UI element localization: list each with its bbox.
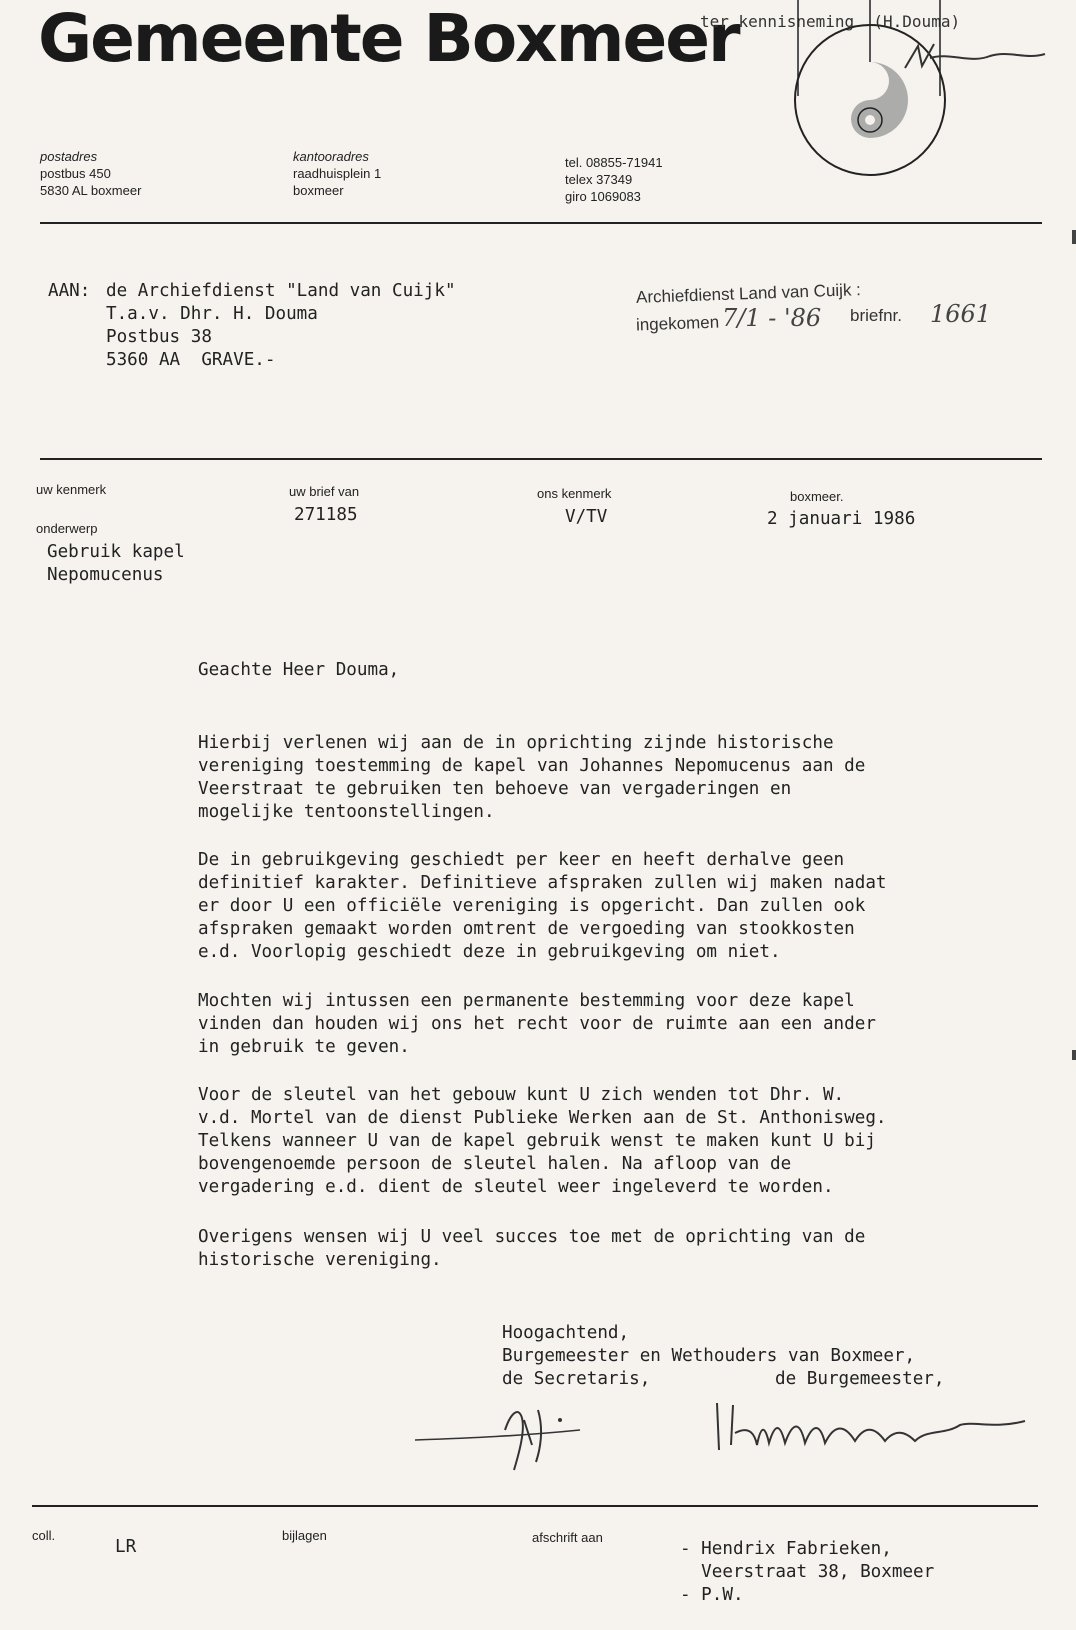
kantooradres-line-1: raadhuisplein 1	[293, 166, 382, 181]
paragraph-2-line: afspraken gemaakt worden omtrent de vergoeding van stookkosten	[198, 919, 855, 939]
municipality-title: Gemeente Boxmeer	[38, 0, 739, 77]
kantooradres-label: kantooradres	[293, 149, 369, 164]
paragraph-2	[198, 849, 978, 964]
uw-kenmerk-label: uw kenmerk	[36, 482, 107, 497]
initials-signature	[900, 38, 1050, 78]
address-divider	[40, 458, 1042, 460]
stamp-date-handwritten: 7/1 - '86	[722, 304, 822, 332]
paragraph-1-line: Hierbij verlenen wij aan de in oprichting zijnde historische	[198, 733, 834, 753]
signer-left: de Secretaris,	[502, 1369, 651, 1389]
uw-brief-van-label: uw brief van	[289, 484, 360, 499]
ons-kenmerk-label: ons kenmerk	[537, 486, 612, 501]
paragraph-5	[198, 1226, 978, 1272]
afschrift-line-1: - Hendrix Fabrieken,	[680, 1539, 892, 1559]
contact-giro: giro 1069083	[565, 189, 641, 204]
afschrift-line-3: - P.W.	[680, 1585, 744, 1605]
kantooradres-line-2: boxmeer	[293, 183, 344, 198]
paragraph-4-line: Telkens wanneer U van de kapel gebruik wenst te maken kunt U bij	[198, 1131, 876, 1151]
paragraph-3-line: Mochten wij intussen een permanente bestemming voor deze kapel	[198, 991, 855, 1011]
closing-line-1: Hoogachtend,	[502, 1323, 630, 1343]
place-label: boxmeer.	[790, 489, 844, 504]
paragraph-2-line: definitief karakter. Definitieve afspraken zullen wij maken nadat	[198, 873, 887, 893]
paragraph-5-line: historische vereniging.	[198, 1250, 442, 1270]
paragraph-4	[198, 1084, 978, 1199]
paragraph-1-line: Veerstraat te gebruiken ten behoeve van vergaderingen en	[198, 779, 792, 799]
postadres-line-1: postbus 450	[40, 166, 111, 181]
contact-tel: tel. 08855-71941	[565, 155, 663, 170]
afschrift-aan-label: afschrift aan	[532, 1530, 603, 1545]
coll-value: LR	[115, 1537, 137, 1557]
bijlagen-label: bijlagen	[282, 1528, 327, 1543]
letter-date: 2 januari 1986	[767, 509, 916, 529]
stamp-ingekomen: ingekomen	[635, 312, 720, 335]
coll-label: coll.	[32, 1528, 56, 1543]
stamp-line-1: Archiefdienst Land van Cuijk :	[635, 280, 862, 307]
paragraph-3-line: in gebruik te geven.	[198, 1037, 410, 1057]
onderwerp-line-1: Gebruik kapel	[47, 542, 185, 562]
paragraph-4-line: vergadering e.d. dient de sleutel weer ingeleverd te worden.	[198, 1177, 834, 1197]
postadres-line-2: 5830 AL boxmeer	[40, 183, 142, 198]
burgemeester-signature	[705, 1395, 1045, 1460]
onderwerp-label: onderwerp	[36, 521, 98, 536]
footer-divider	[32, 1505, 1038, 1507]
contact-telex: telex 37349	[565, 172, 633, 187]
afschrift-line-2: Veerstraat 38, Boxmeer	[680, 1562, 935, 1582]
stamp-briefnr-handwritten: 1661	[930, 300, 992, 328]
address-line-4: 5360 AA GRAVE.-	[106, 350, 276, 370]
stamp-briefnr-label: briefnr.	[850, 306, 902, 325]
annotation-ter-kennisneming: ter kennisneming (H.Douma)	[700, 12, 961, 31]
municipality-logo	[780, 0, 960, 185]
paragraph-1-line: vereniging toestemming de kapel van Johannes Nepomucenus aan de	[198, 756, 866, 776]
paragraph-4-line: v.d. Mortel van de dienst Publieke Werken aan de St. Anthonisweg.	[198, 1108, 887, 1128]
paragraph-4-line: bovengenoemde persoon de sleutel halen. Na afloop van de	[198, 1154, 792, 1174]
secretaris-signature	[410, 1390, 660, 1480]
paragraph-2-line: De in gebruikgeving geschiedt per keer en heeft derhalve geen	[198, 850, 845, 870]
address-line-2: T.a.v. Dhr. H. Douma	[106, 304, 318, 324]
closing-line-2: Burgemeester en Wethouders van Boxmeer,	[502, 1346, 916, 1366]
header-divider	[40, 222, 1042, 224]
paragraph-3	[198, 990, 978, 1059]
address-prefix: AAN:	[48, 281, 91, 301]
address-line-3: Postbus 38	[106, 327, 212, 347]
paragraph-5-line: Overigens wensen wij U veel succes toe met de oprichting van de	[198, 1227, 866, 1247]
paragraph-2-line: e.d. Voorlopig geschiedt deze in gebruikgeving om niet.	[198, 942, 781, 962]
paragraph-1-line: mogelijke tentoonstellingen.	[198, 802, 495, 822]
onderwerp-line-2: Nepomucenus	[47, 565, 164, 585]
address-line-1: de Archiefdienst "Land van Cuijk"	[106, 281, 456, 301]
paragraph-2-line: er door U een officiële vereniging is opgericht. Dan zullen ook	[198, 896, 866, 916]
ons-kenmerk-value: V/TV	[565, 507, 608, 527]
uw-brief-van-value: 271185	[294, 505, 358, 525]
scan-edge-mark	[1072, 1050, 1076, 1060]
paragraph-3-line: vinden dan houden wij ons het recht voor de ruimte aan een ander	[198, 1014, 876, 1034]
postadres-label: postadres	[40, 149, 98, 164]
scan-edge-mark	[1072, 230, 1076, 244]
paragraph-4-line: Voor de sleutel van het gebouw kunt U zich wenden tot Dhr. W.	[198, 1085, 845, 1105]
paragraph-1	[198, 732, 978, 824]
signer-right: de Burgemeester,	[775, 1369, 945, 1389]
salutation: Geachte Heer Douma,	[198, 660, 400, 680]
